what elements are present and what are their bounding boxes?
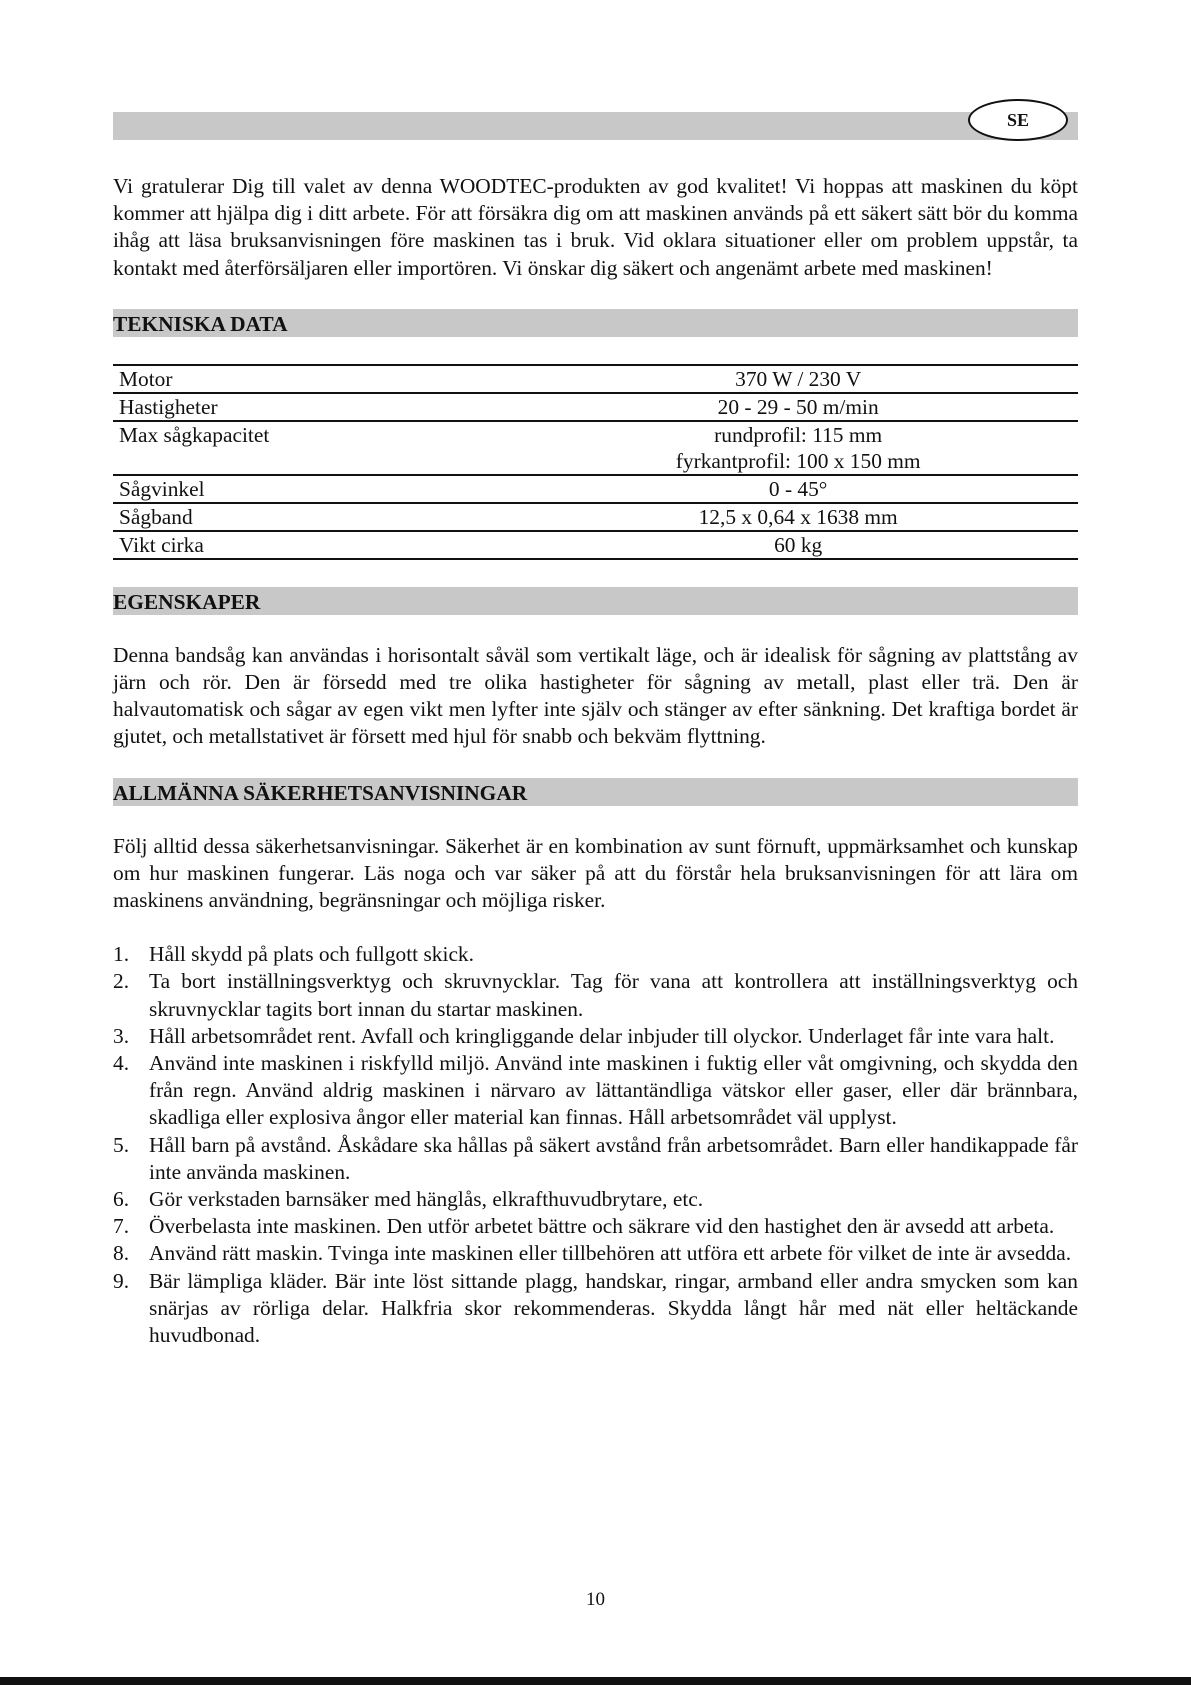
- table-row: [113, 393, 1078, 421]
- spec-label: Hastigheter: [113, 393, 518, 421]
- list-item: [113, 1132, 1078, 1186]
- header-bar: [113, 109, 1078, 140]
- table-row: [113, 503, 1078, 531]
- spec-value: 0 - 45°: [518, 475, 1078, 503]
- list-number: 8.: [113, 1241, 130, 1266]
- spec-label: Vikt cirka: [113, 531, 518, 559]
- safety-intro-paragraph: Följ alltid dessa säkerhetsanvisningar. Säkerhet är en kombination av sunt förnuft, uppmärksamhet och kunskap om hur maskinen fungerar. Läs noga och var säker på att du förstår hela bruksanvisningen för att lära om maskinens användning, begränsningar och möjliga risker.: [113, 833, 1078, 913]
- spec-value-line: rundprofil: 115 mm: [714, 422, 883, 447]
- table-row: [113, 531, 1078, 559]
- list-item: [113, 1268, 1078, 1350]
- spec-label: Sågvinkel: [113, 475, 518, 503]
- spec-value: 60 kg: [518, 531, 1078, 559]
- list-text: Gör verkstaden barnsäker med hänglås, elkrafthuvudbrytare, etc.: [149, 1187, 704, 1212]
- spec-label: Motor: [113, 365, 518, 393]
- spec-value: 12,5 x 0,64 x 1638 mm: [518, 503, 1078, 531]
- list-number: 1.: [113, 942, 130, 967]
- safety-rules-list: [113, 941, 1078, 1349]
- list-number: 5.: [113, 1132, 130, 1157]
- table-row: [113, 475, 1078, 503]
- manual-page: [113, 109, 1078, 1349]
- tech-data-table: [113, 364, 1078, 560]
- spec-label: Max sågkapacitet: [113, 421, 518, 475]
- language-badge: SE: [968, 99, 1068, 141]
- list-item: [113, 1186, 1078, 1213]
- list-text: Använd inte maskinen i riskfylld miljö. Använd inte maskinen i fuktig eller våt omgivning, och skydda den från regn. Använd aldrig maskinen i närvaro av lättantändliga vätskor eller gaser, eller där brännbara, skadliga eller explosiva ångor eller material kan finnas. Håll arbetsområdet väl upplyst.: [149, 1051, 1078, 1130]
- spec-value: 370 W / 230 V: [518, 365, 1078, 393]
- spec-value: [518, 421, 1078, 475]
- list-item: [113, 968, 1078, 1022]
- list-text: Överbelasta inte maskinen. Den utför arbetet bättre och säkrare vid den hastighet den är avsedd att arbeta.: [149, 1214, 1055, 1239]
- list-number: 4.: [113, 1051, 130, 1076]
- list-number: 7.: [113, 1214, 130, 1239]
- page-number: 10: [586, 1589, 605, 1610]
- list-text: Håll barn på avstånd. Åskådare ska hållas på säkert avstånd från arbetsområdet. Barn eller handikappade får inte använda maskinen.: [149, 1132, 1078, 1184]
- list-item: [113, 1240, 1078, 1267]
- list-text: Ta bort inställningsverktyg och skruvnycklar. Tag för vana att kontrollera att inställningsverktyg och skruvnycklar tagits bort innan du startar maskinen.: [149, 969, 1078, 1021]
- properties-paragraph: Denna bandsåg kan användas i horisontalt såväl som vertikalt läge, och är idealisk för sågning av plattstång av järn och rör. Den är försedd med tre olika hastigheter för sågning av metall, plast eller trä. Den är halvautomatisk och sågar av egen vikt men lyfter inte själv och stänger av efter sänkning. Det kraftiga bordet är gjutet, och metallstativet är försett med hjul för snabb och bekväm flyttning.: [113, 642, 1078, 749]
- list-text: Bär lämpliga kläder. Bär inte löst sittande plagg, handskar, ringar, armband eller andra smycken som kan snärjas av rörliga delar. Halkfria skor rekommenderas. Skydda långt hår med nät eller heltäckande huvudbonad.: [149, 1268, 1078, 1348]
- section-heading-safety: ALLMÄNNA SÄKERHETSANVISNINGAR: [113, 778, 1078, 806]
- bottom-rule: [0, 1677, 1191, 1685]
- list-item: [113, 941, 1078, 968]
- list-number: 6.: [113, 1187, 130, 1212]
- list-text: Använd rätt maskin. Tvinga inte maskinen eller tillbehören att utföra ett arbete för vilket de inte är avsedda.: [149, 1241, 1072, 1266]
- spec-value: 20 - 29 - 50 m/min: [518, 393, 1078, 421]
- list-number: 9.: [113, 1268, 130, 1293]
- table-row: [113, 421, 1078, 475]
- spec-value-line: fyrkantprofil: 100 x 150 mm: [675, 448, 921, 473]
- intro-paragraph: Vi gratulerar Dig till valet av denna WOODTEC-produkten av god kvalitet! Vi hoppas att maskinen du köpt kommer att hjälpa dig i ditt arbete. För att försäkra dig om att maskinen används på ett säkert sätt bör du komma ihåg att läsa bruksanvisningen före maskinen tas i bruk. Vid oklara situationer eller om problem uppstår, ta kontakt med återförsäljaren eller importören. Vi önskar dig säkert och angenämt arbete med maskinen!: [113, 174, 1078, 280]
- section-heading-tech: TEKNISKA DATA: [113, 309, 1078, 337]
- spec-label: Sågband: [113, 503, 518, 531]
- section-heading-properties: EGENSKAPER: [113, 587, 1078, 615]
- list-text: Håll skydd på plats och fullgott skick.: [149, 942, 474, 967]
- list-item: [113, 1050, 1078, 1132]
- list-item: [113, 1213, 1078, 1240]
- table-row: [113, 365, 1078, 393]
- list-number: 2.: [113, 969, 130, 994]
- list-item: [113, 1023, 1078, 1050]
- list-text: Håll arbetsområdet rent. Avfall och kringliggande delar inbjuder till olyckor. Underlaget får inte vara halt.: [149, 1023, 1055, 1048]
- list-number: 3.: [113, 1023, 130, 1048]
